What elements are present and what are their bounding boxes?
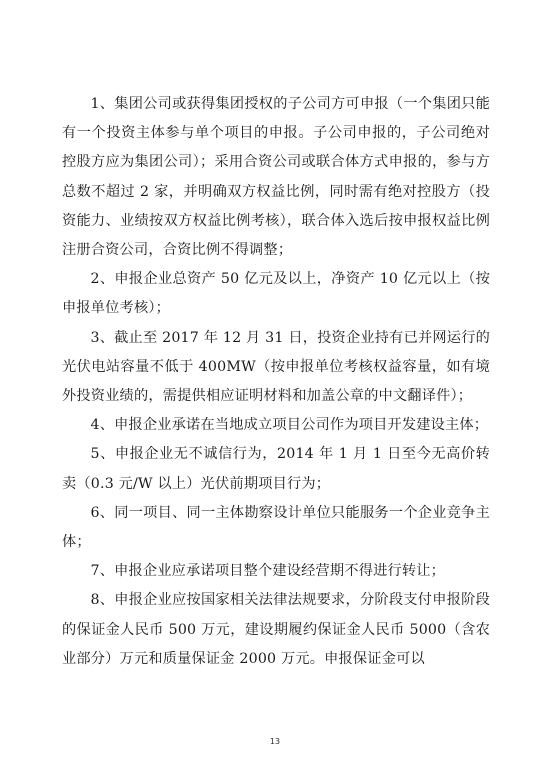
paragraph-6: 6、同一项目、同一主体勘察设计单位只能服务一个企业竞争主体； bbox=[62, 504, 490, 551]
paragraph-5: 5、申报企业无不诚信行为，2014 年 1 月 1 日至今无高价转卖（0.3 元/W 以上）光伏前期项目行为； bbox=[62, 446, 490, 492]
paragraph-4: 4、申报企业承诺在当地成立项目公司作为项目开发建设主体； bbox=[90, 417, 489, 434]
paragraph-1: 1、集团公司或获得集团授权的子公司方可申报（一个集团只能有一个投资主体参与单个项目的申报。子公司申报的，子公司绝对控股方应为集团公司）；采用合资公司或联合体方式申报的，参与方总数不超过 2 家，并明确双方权益比例，同时需有绝对控股方（投资能力、业绩按双方权益比例考核），联合体入选后按申报权益比例注册合资公司，合资比例不得调整； bbox=[62, 96, 490, 259]
paragraph-7: 7、申报企业应承诺项目整个建设经营期不得进行转让； bbox=[90, 563, 446, 580]
paragraph-2: 2、申报企业总资产 50 亿元及以上，净资产 10 亿元以上（按申报单位考核）； bbox=[62, 271, 490, 317]
paragraph-8: 8、申报企业应按国家相关法律法规要求，分阶段支付申报阶段的保证金人民币 500 万元，建设期履约保证金人民币 5000（含农业部分）万元和质量保证金 2000 万元。申报保证金可以 bbox=[62, 592, 490, 667]
document-body bbox=[62, 90, 490, 674]
page-number: 13 bbox=[269, 737, 281, 746]
paragraph-3: 3、截止至 2017 年 12 月 31 日，投资企业持有已并网运行的光伏电站容量不低于 400MW（按申报单位考核权益容量，如有境外投资业绩的，需提供相应证明材料和加盖公章的中文翻译件）； bbox=[62, 329, 490, 405]
